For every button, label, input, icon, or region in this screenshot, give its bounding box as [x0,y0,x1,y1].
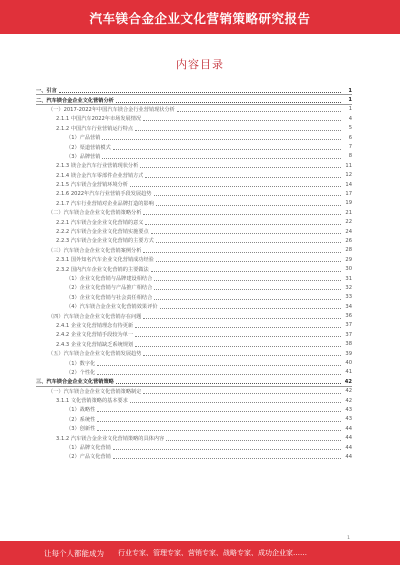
toc-entry-text: （一）汽车镁合金企业文化营销策略制定 [48,388,142,395]
toc-entry-text: （4）汽车镁合金企业文化营销效果评价 [66,304,158,311]
toc-entry-page: 33 [345,294,352,301]
toc-leader-dots [156,257,341,262]
toc-entry-page: 44 [345,435,352,442]
toc-entry-text: （2）系统性 [66,416,96,423]
toc-entry[interactable] [36,208,352,217]
toc-entry[interactable] [36,227,352,236]
toc-leader-dots [145,173,341,178]
toc-entry[interactable] [36,405,352,414]
toc-entry-page: 29 [345,256,352,263]
toc-entry-text: 2.2.3 汽车镁合金企业文化营销的主要方式 [56,238,154,245]
toc-entry-page: 19 [345,200,352,207]
toc-entry-text: 2.4.1 企业文化营销理念有待更新 [56,322,134,329]
toc-leader-dots [102,154,341,159]
toc-entry[interactable] [36,124,352,133]
toc-entry-text: 2.1.2 中国汽车行业营销运行特点 [56,125,134,132]
toc-entry[interactable] [36,443,352,452]
toc-leader-dots [143,389,341,394]
toc-entry-page: 21 [345,209,352,216]
toc-leader-dots [166,436,341,441]
table-of-contents [36,86,352,462]
report-header-bar [0,0,400,34]
toc-entry-page: 39 [345,350,352,357]
toc-entry[interactable] [36,433,352,442]
toc-entry[interactable] [36,264,352,273]
toc-entry-text: 2.4.2 企业文化营销手段较为单一 [56,332,134,339]
toc-entry[interactable] [36,199,352,208]
toc-entry-text: 2.4.3 企业文化营销缺乏系统规划 [56,341,134,348]
toc-entry-text: （四）汽车镁合金企业文化营销存在问题 [48,313,142,320]
toc-entry-page: 40 [345,360,352,367]
toc-entry-text: （1）产品营销 [66,135,101,142]
toc-entry-page: 30 [345,266,352,273]
toc-entry-text: （1）企业文化营销与品牌建设相结合 [66,276,153,282]
toc-entry-page: 11 [345,162,352,169]
toc-entry[interactable] [36,321,352,330]
toc-entry-text: （1）战略性 [66,407,96,414]
toc-entry[interactable] [36,274,352,283]
toc-leader-dots [135,126,341,131]
toc-entry[interactable] [36,189,352,198]
toc-entry-page: 24 [345,228,352,235]
toc-entry-text: （三）汽车镁合金企业文化营销案例分析 [48,247,142,254]
toc-leader-dots [177,107,341,112]
toc-entry-page: 22 [345,219,352,226]
toc-entry-page: 42 [344,378,352,385]
toc-entry-text: 二、汽车镁合金企业文化营销分析 [36,97,114,104]
toc-entry-page: 1 [348,97,352,104]
toc-leader-dots [113,454,341,459]
toc-entry-text: 2.1.5 汽车镁合金营销环境分析 [56,182,128,189]
toc-entry[interactable] [36,246,352,255]
toc-leader-dots [154,295,341,300]
toc-entry[interactable] [36,452,352,461]
toc-entry-page: 5 [348,125,352,132]
toc-entry-page: 17 [345,190,352,197]
toc-leader-dots [151,267,341,272]
toc-entry-page: 8 [348,153,352,160]
toc-entry-text: 2.1.3 镁合金汽车行业营销现状分析 [56,163,139,170]
toc-leader-dots [156,238,341,243]
toc-entry-text: 三、汽车镁合金企业文化营销策略 [36,379,114,386]
toc-leader-dots [154,285,341,290]
toc-entry-text: （1）数字化 [66,360,96,367]
report-title: 汽车镁合金企业文化营销策略研究报告 [89,11,311,26]
toc-entry-page: 31 [345,275,352,282]
toc-entry-page: 43 [345,406,352,413]
toc-entry-page: 32 [345,284,352,291]
toc-leader-dots [154,191,342,196]
toc-leader-dots [130,182,341,187]
toc-entry-page: 34 [345,303,352,310]
toc-leader-dots [145,220,341,225]
toc-heading: 内容目录 [176,58,224,71]
toc-leader-dots [135,332,341,337]
toc-entry-text: （2）企业文化营销与产品推广相结合 [66,285,153,292]
toc-leader-dots [143,210,341,215]
toc-entry-text: 3.1.2 汽车镁合金企业文化营销策略的具体内容 [56,435,165,442]
toc-entry-text: 3.1.1 文化营销策略的基本要求 [56,398,128,405]
toc-entry-page: 44 [345,453,352,460]
toc-entry-page: 1 [348,87,352,94]
toc-entry[interactable] [36,349,352,358]
toc-entry-page: 42 [345,388,352,395]
toc-entry[interactable] [36,368,352,377]
toc-entry[interactable] [36,311,352,320]
toc-entry-page: 38 [345,341,352,348]
toc-leader-dots [97,417,341,422]
toc-leader-dots [135,342,341,347]
toc-entry[interactable] [36,293,352,302]
toc-entry-text: （3）企业文化营销与社会责任相结合 [66,294,153,301]
toc-entry-text: （五）汽车镁合金企业文化营销发展趋势 [48,351,142,358]
toc-leader-dots [113,145,341,150]
toc-leader-dots [143,351,341,356]
toc-entry-page: 4 [348,115,352,122]
toc-entry-text: （1）品牌文化营销 [66,445,111,452]
toc-leader-dots [156,201,341,206]
toc-entry-page: 7 [348,144,352,151]
toc-entry-text: （一）2017-2022年中国汽车镁合金行业营销现状分析 [48,106,175,113]
toc-entry[interactable] [36,340,352,349]
toc-entry-text: 2.2.2 汽车镁合金企业文化营销实施要点 [56,229,149,236]
footer-slogan-left: 让每个人都能成为 [44,549,104,558]
toc-entry-text: （2）产品文化营销 [66,454,111,461]
toc-entry-page: 42 [345,397,352,404]
toc-entry-page: 44 [345,425,352,432]
toc-entry[interactable] [36,95,352,104]
toc-leader-dots [59,88,341,93]
toc-entry-text: 2.1.6 2022年汽车行业营销手段发展趋势 [56,191,152,198]
toc-entry[interactable] [36,387,352,396]
toc-leader-dots [97,361,341,366]
toc-leader-dots [135,323,341,328]
toc-entry[interactable] [36,152,352,161]
toc-entry[interactable] [36,330,352,339]
toc-entry-page: 37 [345,331,352,338]
toc-leader-dots [116,98,341,103]
toc-entry-text: （2）渠道营销模式 [66,144,111,151]
toc-leader-dots [143,248,341,253]
toc-entry-page: 43 [345,416,352,423]
toc-entry-text: 2.1.1 中国汽车2022年市场发展情况 [56,116,142,123]
toc-entry[interactable] [36,180,352,189]
toc-entry[interactable] [36,217,352,226]
toc-entry[interactable] [36,377,352,386]
toc-entry-page: 6 [348,134,352,141]
toc-entry[interactable] [36,424,352,433]
toc-entry[interactable] [36,255,352,264]
toc-entry[interactable] [36,86,352,95]
toc-entry[interactable] [36,302,352,311]
toc-entry-text: 2.1.7 汽车行业营销对企业品牌打造的影响 [56,200,154,207]
toc-entry-text: 2.2.1 汽车镁合金企业文化营销的意义 [56,219,144,226]
toc-entry-page: 26 [345,237,352,244]
toc-entry-text: （二）汽车镁合金企业文化营销策略分析 [48,210,142,217]
footer-bar [0,541,400,565]
toc-entry-text: 一、引言 [36,88,57,95]
toc-leader-dots [102,135,341,140]
toc-entry-text: （3）品牌营销 [66,153,101,160]
toc-entry-text: （2）个性化 [66,369,96,376]
toc-entry-text: 2.1.4 镁合金汽车零部件企业营销方式 [56,172,144,179]
toc-entry-text: （3）创新性 [66,426,96,433]
toc-leader-dots [97,426,341,431]
toc-leader-dots [116,379,341,384]
toc-entry[interactable] [36,161,352,170]
toc-leader-dots [113,445,341,450]
toc-entry-text: 2.3.2 国内汽车企业文化营销的主要做法 [56,266,149,273]
toc-leader-dots [97,370,341,375]
toc-entry-page: 14 [345,181,352,188]
toc-entry-page: 12 [345,172,352,179]
toc-entry-page: 28 [345,247,352,254]
toc-entry[interactable] [36,133,352,142]
page-number: 1 [347,536,350,541]
toc-entry-page: 37 [345,322,352,329]
toc-entry-page: 44 [345,444,352,451]
toc-leader-dots [160,304,342,309]
toc-entry-page: 1 [348,106,352,113]
toc-entry[interactable] [36,236,352,245]
toc-entry-text: 2.3.1 国外知名汽车企业文化营销成功经验 [56,257,154,264]
toc-leader-dots [151,229,341,234]
toc-leader-dots [143,314,341,319]
toc-entry[interactable] [36,396,352,405]
toc-leader-dots [154,276,341,281]
toc-entry[interactable] [36,105,352,114]
toc-entry[interactable] [36,358,352,367]
toc-leader-dots [140,163,341,168]
toc-entry[interactable] [36,171,352,180]
toc-leader-dots [143,116,341,121]
toc-entry[interactable] [36,415,352,424]
toc-entry-page: 41 [345,369,352,376]
toc-entry[interactable] [36,114,352,123]
toc-entry-page: 36 [345,313,352,320]
toc-entry[interactable] [36,283,352,292]
toc-leader-dots [130,398,341,403]
toc-entry[interactable] [36,142,352,151]
footer-slogan-right: 行业专家、管理专家、营销专家、战略专家、成功企业家…… [118,549,307,557]
toc-leader-dots [97,407,341,412]
